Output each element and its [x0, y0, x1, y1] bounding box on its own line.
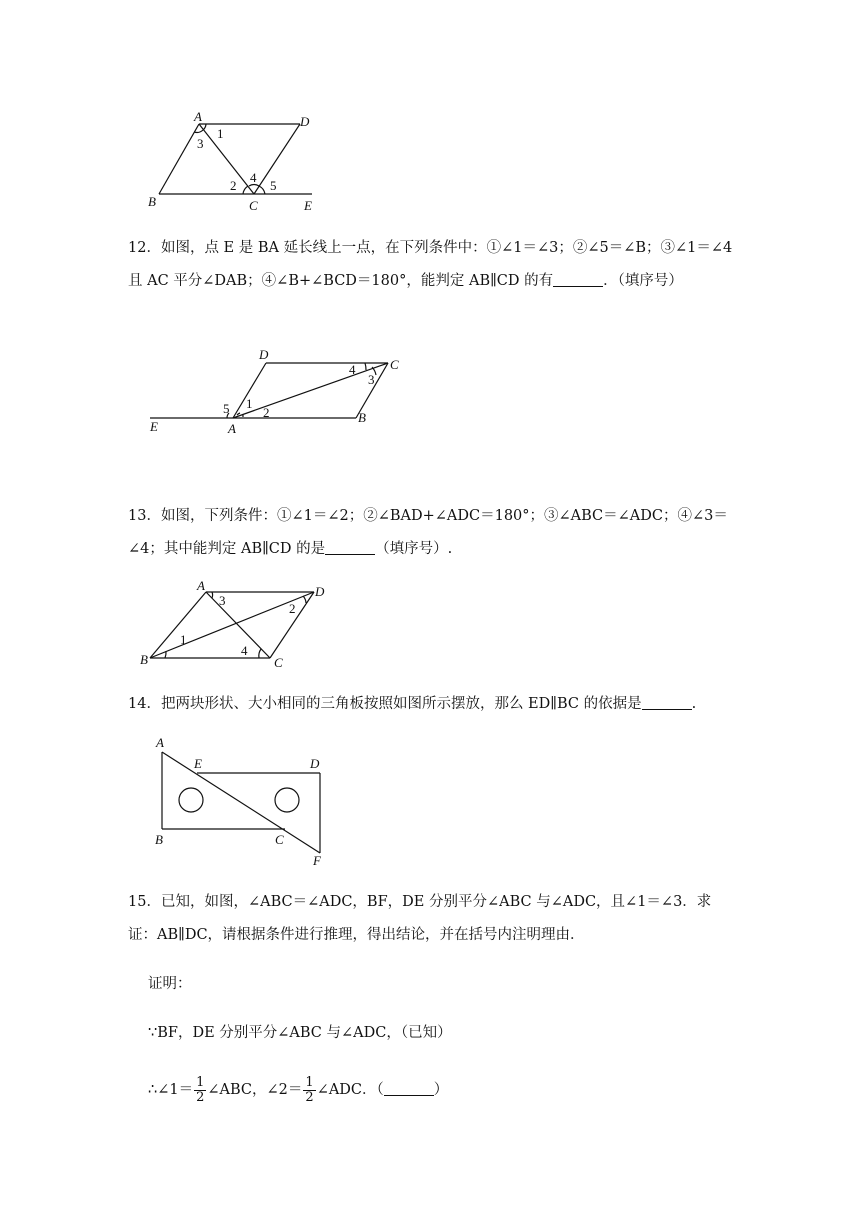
figure-q12: [140, 345, 420, 440]
label-D: D: [315, 584, 325, 599]
angle-4: 4: [241, 643, 248, 658]
angle-1: 1: [246, 396, 253, 411]
label-B: B: [358, 410, 366, 425]
label-C: C: [274, 655, 283, 670]
label-B: B: [155, 832, 163, 847]
angle-2: 2: [230, 178, 237, 193]
label-C: C: [275, 832, 284, 847]
angle-2: 2: [263, 405, 270, 420]
angle-4: 4: [349, 362, 356, 377]
label-D: D: [259, 347, 269, 362]
fraction-half: $\frac{1}{2}$: [196, 1074, 205, 1105]
label-E: E: [304, 198, 312, 213]
angle-3: 3: [368, 372, 375, 387]
proof-step-2: ∴∠1＝ $\frac{1}{2}$ ∠ABC，∠2＝ $\frac{1}{2}$ ∠ADC．（ ）: [148, 1074, 449, 1105]
angle-1: 1: [217, 126, 224, 141]
answer-blank-13[interactable]: [325, 540, 375, 555]
parallelogram-diagram-q12: [140, 345, 420, 440]
question-15-text: 15．已知，如图，∠ABC＝∠ADC，BF，DE 分别平分∠ABC 与∠ADC，且∠1＝∠3．求证：AB∥DC，请根据条件进行推理，得出结论，并在括号内注明理由．: [128, 894, 712, 943]
label-B: B: [148, 194, 156, 209]
label-D: D: [300, 114, 310, 129]
answer-blank-12[interactable]: [553, 272, 603, 287]
proof-label: 证明：: [148, 976, 192, 992]
label-A: A: [156, 735, 164, 750]
answer-blank-14[interactable]: [642, 695, 692, 710]
label-E: E: [194, 756, 202, 771]
question-14-tail: .: [691, 696, 697, 712]
triangle-boards-diagram-q14: [145, 735, 345, 870]
question-15: [128, 886, 738, 952]
angle-5: 5: [223, 401, 230, 416]
label-D: D: [310, 756, 320, 771]
answer-blank-15[interactable]: [384, 1081, 434, 1096]
angle-4: 4: [250, 170, 257, 185]
question-14-text: 14．把两块形状、大小相同的三角板按照如图所示摆放，那么 ED∥BC 的依据是: [128, 696, 642, 712]
question-14: [128, 688, 738, 721]
fraction-half: $\frac{1}{2}$: [305, 1074, 314, 1105]
figure-q14: [145, 735, 345, 870]
figure-q13: [140, 578, 360, 673]
parallelogram-diagram-q13: [140, 578, 360, 673]
figure-q11: [140, 108, 340, 218]
label-E: E: [150, 419, 158, 434]
label-A: A: [194, 109, 202, 124]
label-C: C: [249, 198, 258, 213]
proof-step-1: ∵BF，DE 分别平分∠ABC 与∠ADC，（已知）: [148, 1025, 452, 1041]
question-12: [128, 232, 738, 298]
label-B: B: [140, 652, 148, 667]
question-12-tail: ．（填序号）: [603, 273, 683, 289]
question-13-text: 13．如图，下列条件：①∠1＝∠2；②∠BAD+∠ADC＝180°；③∠ABC＝∠ADC；④∠3＝∠4；其中能判定 AB∥CD 的是: [128, 508, 728, 557]
label-C: C: [390, 357, 399, 372]
parallelogram-diagram-q11: [140, 108, 340, 218]
angle-5: 5: [270, 178, 277, 193]
question-12-text: 12．如图，点 E 是 BA 延长线上一点，在下列条件中：①∠1＝∠3；②∠5＝∠B；③∠1＝∠4 且 AC 平分∠DAB；④∠B+∠BCD＝180°，能判定 AB∥CD 的有: [128, 240, 733, 289]
question-13-tail: （填序号）.: [375, 541, 453, 557]
angle-2: 2: [289, 601, 296, 616]
label-A: A: [197, 578, 205, 593]
question-13: [128, 500, 738, 566]
angle-1: 1: [180, 632, 187, 647]
angle-3: 3: [219, 593, 226, 608]
angle-3: 3: [197, 136, 204, 151]
label-A: A: [228, 421, 236, 436]
label-F: F: [313, 853, 321, 868]
